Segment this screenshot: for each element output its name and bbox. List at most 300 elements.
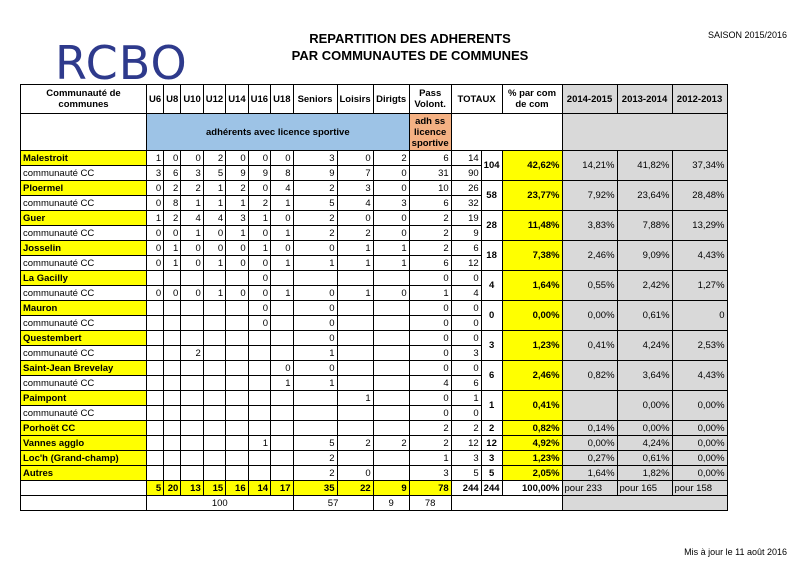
count-cell: 6: [409, 256, 451, 271]
col-communaute: Communauté de communes: [21, 85, 147, 114]
group-total: 2: [481, 421, 502, 436]
count-cell: 0: [226, 241, 248, 256]
count-cell: 0: [451, 316, 481, 331]
hist-2012-2013: 0,00%: [672, 451, 727, 466]
sum-cell: 244: [451, 481, 481, 496]
hist-2014-2015: 0,14%: [562, 421, 617, 436]
count-cell: [147, 361, 164, 376]
group-pct: 23,77%: [502, 181, 562, 211]
count-cell: 2: [248, 196, 270, 211]
count-cell: [226, 331, 248, 346]
sum-cell: 20: [164, 481, 181, 496]
count-cell: 0: [409, 406, 451, 421]
count-cell: 9: [293, 166, 337, 181]
title-line-1: REPARTITION DES ADHERENTS: [309, 31, 511, 46]
count-cell: 6: [451, 376, 481, 391]
hist-2013-2014: 1,82%: [617, 466, 672, 481]
group-total: 0: [481, 301, 502, 331]
hist-2014-2015: 0,00%: [562, 301, 617, 331]
commune-cc-label: communauté CC: [21, 226, 147, 241]
count-cell: 3: [373, 196, 409, 211]
count-cell: 2: [409, 226, 451, 241]
sum-cell: 16: [226, 481, 248, 496]
group-total: 1: [481, 391, 502, 421]
count-cell: 2: [409, 421, 451, 436]
count-cell: 0: [147, 241, 164, 256]
subtotal-grey: [562, 496, 727, 511]
commune-name: Paimpont: [21, 391, 147, 406]
hist-2013-2014: 7,88%: [617, 211, 672, 241]
count-cell: 4: [203, 211, 225, 226]
count-cell: 0: [248, 151, 270, 166]
count-cell: [373, 451, 409, 466]
count-cell: 2: [451, 421, 481, 436]
commune-name: Autres: [21, 466, 147, 481]
count-cell: [164, 391, 181, 406]
count-cell: 0: [373, 226, 409, 241]
count-cell: 5: [203, 166, 225, 181]
count-cell: 1: [271, 256, 293, 271]
count-cell: [373, 331, 409, 346]
count-cell: 2: [337, 226, 373, 241]
count-cell: 4: [271, 181, 293, 196]
count-cell: [337, 316, 373, 331]
count-cell: [181, 466, 203, 481]
subtotal-pass: 78: [409, 496, 451, 511]
count-cell: [337, 346, 373, 361]
subtotal-youth: 100: [147, 496, 294, 511]
count-cell: [271, 391, 293, 406]
group-pct: 0,82%: [502, 421, 562, 436]
count-cell: [373, 361, 409, 376]
hist-2012-2013: 2,53%: [672, 331, 727, 361]
count-cell: [248, 406, 270, 421]
commune-cc-label: communauté CC: [21, 286, 147, 301]
count-cell: [164, 361, 181, 376]
count-cell: [271, 421, 293, 436]
group-total: 3: [481, 451, 502, 466]
updated-label: Mis à jour le 11 août 2016: [684, 547, 787, 557]
count-cell: [226, 346, 248, 361]
count-cell: 0: [181, 151, 203, 166]
count-cell: 12: [451, 436, 481, 451]
table-row: [21, 211, 728, 226]
count-cell: 0: [373, 211, 409, 226]
sum-pct: 100,00%: [502, 481, 562, 496]
col-u16: U16: [248, 85, 270, 114]
count-cell: [164, 406, 181, 421]
count-cell: 0: [451, 271, 481, 286]
hist-2012-2013: 1,27%: [672, 271, 727, 301]
count-cell: 0: [164, 286, 181, 301]
count-cell: 0: [147, 286, 164, 301]
count-cell: [226, 406, 248, 421]
count-cell: [337, 301, 373, 316]
commune-name: Josselin: [21, 241, 147, 256]
count-cell: 0: [147, 226, 164, 241]
count-cell: [226, 451, 248, 466]
sum-cell: 22: [337, 481, 373, 496]
count-cell: 3: [293, 151, 337, 166]
subheader-row: [21, 114, 728, 151]
count-cell: 4: [451, 286, 481, 301]
hist-2012-2013: 0: [672, 301, 727, 331]
count-cell: [293, 271, 337, 286]
count-cell: 1: [271, 376, 293, 391]
count-cell: 0: [147, 196, 164, 211]
hist-2014-2015: 0,41%: [562, 331, 617, 361]
count-cell: 0: [451, 301, 481, 316]
commune-name: Malestroit: [21, 151, 147, 166]
hist-2014-2015: 0,82%: [562, 361, 617, 391]
count-cell: 0: [409, 301, 451, 316]
count-cell: 2: [164, 211, 181, 226]
count-cell: 0: [409, 346, 451, 361]
subtotal-label: [21, 496, 147, 511]
count-cell: [226, 466, 248, 481]
hist-2014-2015: 0,00%: [562, 436, 617, 451]
count-cell: 2: [164, 181, 181, 196]
hist-2013-2014: 0,00%: [617, 391, 672, 421]
count-cell: 0: [147, 256, 164, 271]
count-cell: 7: [337, 166, 373, 181]
count-cell: 1: [203, 286, 225, 301]
count-cell: [271, 346, 293, 361]
count-cell: [226, 301, 248, 316]
count-cell: 6: [451, 241, 481, 256]
table-row: [21, 241, 728, 256]
commune-name: Loc'h (Grand-champ): [21, 451, 147, 466]
count-cell: 0: [451, 406, 481, 421]
count-cell: 0: [203, 241, 225, 256]
count-cell: 1: [409, 451, 451, 466]
group-pct: 1,23%: [502, 331, 562, 361]
count-cell: [271, 316, 293, 331]
page-title: [250, 30, 570, 64]
group-pct: 1,64%: [502, 271, 562, 301]
commune-cc-label: communauté CC: [21, 346, 147, 361]
count-cell: 4: [409, 376, 451, 391]
count-cell: [373, 376, 409, 391]
sum-cell: 35: [293, 481, 337, 496]
count-cell: 0: [248, 256, 270, 271]
count-cell: [147, 421, 164, 436]
count-cell: 0: [409, 271, 451, 286]
count-cell: 0: [373, 286, 409, 301]
count-cell: 2: [409, 211, 451, 226]
count-cell: [293, 406, 337, 421]
count-cell: 3: [181, 166, 203, 181]
count-cell: 1: [226, 226, 248, 241]
count-cell: [248, 361, 270, 376]
col-2013-2014: 2013-2014: [617, 85, 672, 114]
count-cell: [181, 331, 203, 346]
count-cell: [226, 436, 248, 451]
count-cell: 1: [147, 151, 164, 166]
count-cell: [164, 436, 181, 451]
group-pct: 0,41%: [502, 391, 562, 421]
col-pass: Pass Volont.: [409, 85, 451, 114]
commune-name: Ploermel: [21, 181, 147, 196]
count-cell: 10: [409, 181, 451, 196]
count-cell: [248, 331, 270, 346]
count-cell: 6: [164, 166, 181, 181]
table-row: [21, 451, 728, 466]
count-cell: [248, 451, 270, 466]
count-cell: 8: [164, 196, 181, 211]
count-cell: 12: [451, 256, 481, 271]
group-total: 6: [481, 361, 502, 391]
count-cell: 8: [271, 166, 293, 181]
count-cell: 0: [451, 331, 481, 346]
count-cell: [337, 376, 373, 391]
count-cell: 0: [271, 361, 293, 376]
hist-2012-2013: 0,00%: [672, 436, 727, 451]
count-cell: 1: [373, 256, 409, 271]
count-cell: 32: [451, 196, 481, 211]
members-table: [20, 84, 728, 511]
count-cell: 1: [409, 286, 451, 301]
subtotal-row: [21, 496, 728, 511]
sum-total: 244: [481, 481, 502, 496]
count-cell: 0: [248, 181, 270, 196]
commune-cc-label: communauté CC: [21, 196, 147, 211]
sans-licence-subheader: adh ss licence sportive: [409, 114, 451, 151]
count-cell: [147, 376, 164, 391]
count-cell: 1: [248, 241, 270, 256]
count-cell: [226, 271, 248, 286]
count-cell: [181, 376, 203, 391]
commune-name: Mauron: [21, 301, 147, 316]
count-cell: [203, 421, 225, 436]
sum-2012-2013: pour 158: [672, 481, 727, 496]
count-cell: [373, 271, 409, 286]
count-cell: [293, 421, 337, 436]
count-cell: [271, 271, 293, 286]
count-cell: [226, 376, 248, 391]
count-cell: [147, 466, 164, 481]
table-row: [21, 361, 728, 376]
hist-2012-2013: 0,00%: [672, 421, 727, 436]
count-cell: 5: [293, 436, 337, 451]
count-cell: 2: [181, 346, 203, 361]
count-cell: 0: [271, 211, 293, 226]
sum-cell: 14: [248, 481, 270, 496]
group-total: 104: [481, 151, 502, 181]
sum-cell: 5: [147, 481, 164, 496]
hist-2012-2013: 4,43%: [672, 361, 727, 391]
group-pct: 2,46%: [502, 361, 562, 391]
hist-2013-2014: 4,24%: [617, 331, 672, 361]
count-cell: [203, 436, 225, 451]
count-cell: 0: [293, 316, 337, 331]
count-cell: 3: [451, 451, 481, 466]
commune-name: Guer: [21, 211, 147, 226]
count-cell: 1: [337, 256, 373, 271]
count-cell: [226, 421, 248, 436]
sum-cell: 17: [271, 481, 293, 496]
count-cell: [203, 316, 225, 331]
count-cell: [181, 271, 203, 286]
count-cell: 0: [203, 226, 225, 241]
sum-cell: 15: [203, 481, 225, 496]
count-cell: 0: [181, 256, 203, 271]
count-cell: 1: [248, 436, 270, 451]
group-total: 12: [481, 436, 502, 451]
count-cell: [248, 376, 270, 391]
hist-2014-2015: 14,21%: [562, 151, 617, 181]
count-cell: [337, 331, 373, 346]
count-cell: 0: [226, 151, 248, 166]
group-pct: 42,62%: [502, 151, 562, 181]
hist-2013-2014: 0,61%: [617, 451, 672, 466]
col-u10: U10: [181, 85, 203, 114]
count-cell: [147, 436, 164, 451]
count-cell: [203, 406, 225, 421]
header-row: [21, 85, 728, 114]
hist-2012-2013: 4,43%: [672, 241, 727, 271]
count-cell: 0: [248, 286, 270, 301]
count-cell: 2: [293, 451, 337, 466]
count-cell: [271, 451, 293, 466]
sum-cell: 78: [409, 481, 451, 496]
count-cell: [147, 271, 164, 286]
count-cell: [181, 391, 203, 406]
count-cell: [373, 466, 409, 481]
commune-name: La Gacilly: [21, 271, 147, 286]
count-cell: 0: [451, 361, 481, 376]
count-cell: [164, 376, 181, 391]
group-total: 18: [481, 241, 502, 271]
count-cell: [164, 466, 181, 481]
count-cell: 2: [337, 436, 373, 451]
commune-name: Porhoët CC: [21, 421, 147, 436]
hist-2014-2015: 0,55%: [562, 271, 617, 301]
count-cell: [203, 346, 225, 361]
count-cell: [373, 391, 409, 406]
col-seniors: Seniors: [293, 85, 337, 114]
count-cell: 0: [271, 241, 293, 256]
count-cell: 1: [226, 196, 248, 211]
hist-2013-2014: 23,64%: [617, 181, 672, 211]
table-row: [21, 301, 728, 316]
count-cell: [147, 331, 164, 346]
group-total: 5: [481, 466, 502, 481]
table-row: [21, 151, 728, 166]
count-cell: 0: [164, 151, 181, 166]
commune-cc-label: communauté CC: [21, 316, 147, 331]
commune-cc-label: communauté CC: [21, 406, 147, 421]
hist-2012-2013: 13,29%: [672, 211, 727, 241]
count-cell: 0: [337, 151, 373, 166]
hist-2012-2013: 0,00%: [672, 466, 727, 481]
count-cell: [248, 346, 270, 361]
count-cell: 9: [248, 166, 270, 181]
count-cell: [203, 376, 225, 391]
hist-2012-2013: 0,00%: [672, 391, 727, 421]
count-cell: 0: [293, 286, 337, 301]
commune-name: Vannes agglo: [21, 436, 147, 451]
count-cell: 0: [181, 241, 203, 256]
commune-cc-label: communauté CC: [21, 166, 147, 181]
count-cell: 1: [337, 391, 373, 406]
count-cell: 1: [451, 391, 481, 406]
count-cell: 2: [203, 151, 225, 166]
hist-2012-2013: 37,34%: [672, 151, 727, 181]
count-cell: 9: [226, 166, 248, 181]
table-row: [21, 331, 728, 346]
count-cell: [203, 361, 225, 376]
hist-2013-2014: 9,09%: [617, 241, 672, 271]
count-cell: [248, 421, 270, 436]
count-cell: 0: [164, 226, 181, 241]
count-cell: 3: [409, 466, 451, 481]
count-cell: 0: [293, 301, 337, 316]
count-cell: [147, 391, 164, 406]
group-pct: 1,23%: [502, 451, 562, 466]
table-row: [21, 421, 728, 436]
count-cell: [181, 406, 203, 421]
col-pct: % par com de com: [502, 85, 562, 114]
count-cell: 6: [409, 151, 451, 166]
commune-name: Questembert: [21, 331, 147, 346]
count-cell: 1: [271, 196, 293, 211]
count-cell: [373, 346, 409, 361]
count-cell: [271, 331, 293, 346]
count-cell: 2: [373, 436, 409, 451]
group-total: 3: [481, 331, 502, 361]
count-cell: [203, 301, 225, 316]
hist-2013-2014: 2,42%: [617, 271, 672, 301]
count-cell: 31: [409, 166, 451, 181]
count-cell: 1: [203, 256, 225, 271]
count-cell: 2: [293, 181, 337, 196]
count-cell: 5: [293, 196, 337, 211]
count-cell: [373, 421, 409, 436]
count-cell: 0: [293, 361, 337, 376]
sum-cell: 13: [181, 481, 203, 496]
count-cell: 0: [226, 286, 248, 301]
count-cell: 1: [203, 181, 225, 196]
count-cell: 4: [181, 211, 203, 226]
count-cell: [337, 271, 373, 286]
count-cell: [226, 316, 248, 331]
count-cell: 1: [147, 211, 164, 226]
hist-2014-2015: 3,83%: [562, 211, 617, 241]
table-row: [21, 181, 728, 196]
commune-name: Saint-Jean Brevelay: [21, 361, 147, 376]
count-cell: [293, 391, 337, 406]
table-body: [21, 114, 728, 511]
count-cell: [271, 466, 293, 481]
count-cell: [203, 391, 225, 406]
count-cell: 0: [271, 151, 293, 166]
sum-row: [21, 481, 728, 496]
count-cell: 0: [147, 181, 164, 196]
count-cell: 2: [409, 436, 451, 451]
title-line-2: PAR COMMUNAUTES DE COMMUNES: [291, 48, 529, 63]
hist-2013-2014: 0,61%: [617, 301, 672, 331]
count-cell: 0: [248, 316, 270, 331]
hist-2013-2014: 0,00%: [617, 421, 672, 436]
count-cell: 0: [293, 331, 337, 346]
col-u18: U18: [271, 85, 293, 114]
count-cell: 1: [337, 286, 373, 301]
count-cell: 2: [293, 226, 337, 241]
count-cell: 0: [373, 166, 409, 181]
count-cell: 0: [409, 361, 451, 376]
count-cell: [203, 271, 225, 286]
